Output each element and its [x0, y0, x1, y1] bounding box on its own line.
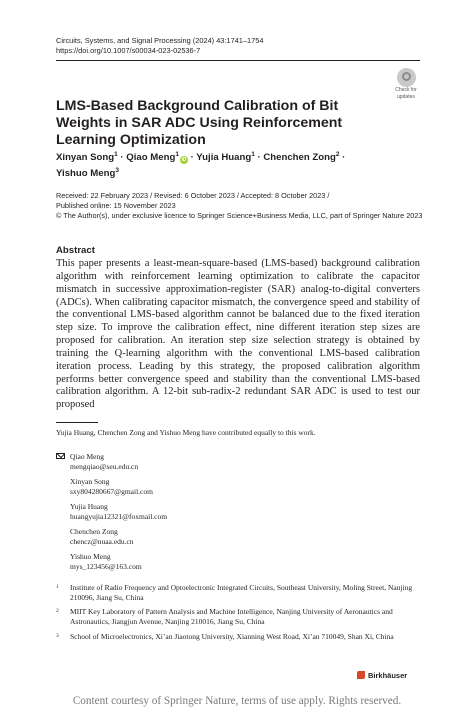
affiliation-number: 1	[56, 584, 59, 590]
journal-header	[56, 36, 263, 56]
author-name: Yishuo Meng	[56, 168, 116, 180]
author-name: Xinyan Song	[56, 152, 115, 164]
contact-entry	[70, 452, 138, 471]
abstract-body: This paper presents a least-mean-square-based (LMS-based) background calibration algorithm with reinforcement learning optimization to calibrate the capacitor mismatch in successive approximation-register (SAR) analog-to-digital converters (ADCs). When calibrating capacitor mismatch, the convergence speed and stability of the conventional LMS-based algorithm cannot be balanced due to the fixed iteration step size. To improve the calibration effect, nine different iteration step sizes are proposed for calibration. An iteration step size selection strategy is obtained by training the Q-learning algorithm with the conventional LMS-based calibration iteration process. Leading by this strategy, the proposed calibration algorithm performs better convergence speed and stability than the conventional LMS-based calibration algorithm. A 12-bit sub-radix-2 redundant SAR ADC is used to test our proposed	[56, 258, 420, 411]
author-affil-ref: 1	[114, 151, 118, 158]
publisher-name: Birkhäuser	[368, 671, 408, 680]
orcid-icon[interactable]: iD	[181, 157, 187, 164]
contact-email[interactable]: sxy804280667@gmail.com	[70, 486, 153, 496]
doi-link[interactable]: https://doi.org/10.1007/s00034-023-02536-7	[56, 46, 201, 55]
author-name: Chenchen Zong	[263, 152, 336, 164]
contact-email[interactable]: chencz@nuaa.edu.cn	[70, 536, 134, 546]
author-name: Qiao Meng	[126, 152, 176, 164]
received-line: Received: 22 February 2023 / Revised: 6 October 2023 / Accepted: 8 October 2023 /	[56, 191, 330, 200]
contact-entry	[70, 552, 142, 571]
author-affil-ref: 1	[175, 151, 179, 158]
contact-email[interactable]: mys_123456@163.com	[70, 561, 142, 571]
author-affil-ref: 2	[335, 151, 340, 158]
contact-entry	[70, 477, 153, 496]
crossmark-label-1: Check for	[395, 87, 417, 93]
contact-name: Qiao Meng	[70, 452, 104, 461]
contribution-footnote: Yujia Huang, Chenchen Zong and Yishuo Meng have contributed equally to this work.	[56, 428, 316, 437]
envelope-icon	[56, 453, 65, 459]
contact-name: Chenchen Zong	[70, 527, 118, 536]
author-affil-ref: 1	[251, 151, 255, 158]
affiliation-text: MIIT Key Laboratory of Pattern Analysis and Machine Intelligence, Nanjing University of Aeronautics and Astronautics, Jiangjun Avenue, Nanjing 210016, Jiang Su, China	[70, 607, 393, 626]
affiliation-number: 2	[56, 608, 59, 614]
contact-email[interactable]: mengqiao@seu.edu.cn	[70, 461, 139, 471]
affiliation-number: 3	[56, 633, 59, 639]
contact-name: Yujia Huang	[70, 502, 108, 511]
publisher-logo	[357, 671, 407, 680]
contact-entry	[70, 502, 167, 521]
author-list: Xinyan Song$^1$ · Qiao Meng$^1$iD · Yujia Huang$^1$ · Chenchen Zong$^2$ · Yishuo Meng$^3$	[56, 151, 346, 180]
header-rule	[56, 60, 420, 61]
check-for-updates-badge[interactable]	[391, 68, 421, 100]
contact-name: Xinyan Song	[70, 477, 110, 486]
crossmark-label-2: updates	[397, 93, 415, 100]
affiliation-text: School of Microelectronics, Xi’an Jiaotong University, Xianning West Road, Xi’an 710049, Shan Xi, China	[70, 632, 394, 641]
contact-entry	[70, 527, 134, 546]
author-affil-ref: 3	[115, 167, 119, 175]
article-title: LMS-Based Background Calibration of Bit Weights in SAR ADC Using Reinforcement Learning Optimization	[56, 98, 343, 148]
journal-citation: Circuits, Systems, and Signal Processing (2024) 43:1741–1754	[56, 36, 264, 45]
author-name: Yujia Huang	[196, 152, 252, 164]
copyright-line: © The Author(s), under exclusive licence to Springer Science+Business Media, LLC, part of Springer Nature 2023	[56, 211, 423, 221]
publisher-mark-icon	[357, 671, 365, 679]
affiliation-text: Institute of Radio Frequency and Optoelectronic Integrated Circuits, Southeast University, Moling Street, Nanjing 210096, Jiang Su, China	[70, 583, 413, 602]
courtesy-notice: Content courtesy of Springer Nature, terms of use apply. Rights reserved.	[72, 695, 402, 707]
abstract-heading: Abstract	[56, 245, 95, 256]
contact-name: Yishuo Meng	[70, 552, 111, 561]
publication-dates	[56, 191, 426, 222]
published-line: Published online: 15 November 2023	[56, 201, 176, 211]
crossmark-icon	[397, 68, 416, 87]
contact-email[interactable]: huangyujia12321@foxmail.com	[70, 511, 168, 521]
footnote-rule	[56, 422, 98, 423]
